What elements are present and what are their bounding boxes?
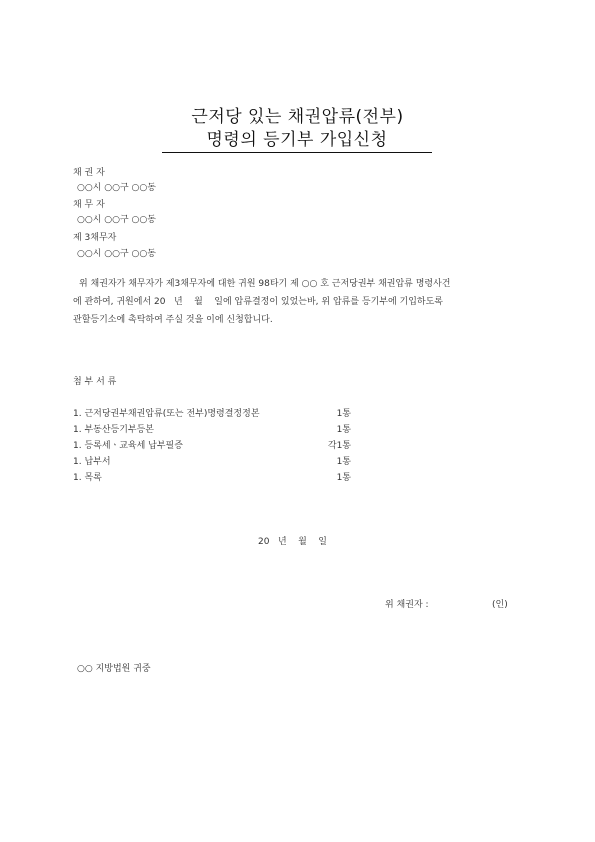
body-line-2: 에 관하여, 귀원에서 20 년 월 일에 압류결정이 있었는바, 위 압류를 등기부에 기입하도록: [73, 297, 443, 307]
attachment-name: 1. 근저당권부채권압류(또는 전부)명령결정정본: [73, 409, 260, 419]
attachment-item: [73, 425, 353, 436]
attachment-item: [73, 457, 353, 468]
attachment-qty: 1통: [336, 409, 351, 419]
court-addressee: ○○ 지방법원 귀중: [77, 664, 151, 674]
applicant-label: 위 채권자 :: [385, 600, 429, 610]
attachment-name: 1. 납부서: [73, 457, 111, 467]
body-line-3: 관할등기소에 촉탁하여 주실 것을 이에 신청합니다.: [73, 315, 273, 325]
attachment-qty: 1통: [336, 473, 351, 483]
attachment-item: [73, 409, 353, 420]
party-creditor-role: 채 권 자: [73, 168, 105, 178]
attachments-heading: 첨 부 서 류: [73, 377, 117, 387]
attachment-name: 1. 목록: [73, 473, 102, 483]
attachment-item: [73, 441, 353, 452]
seal-mark: (인): [492, 600, 508, 610]
party-debtor-role: 채 무 자: [73, 200, 105, 210]
party-creditor-address: ○○시 ○○구 ○○동: [77, 183, 156, 193]
title-line-1: 근저당 있는 채권압류(전부): [191, 107, 404, 127]
attachment-item: [73, 473, 353, 484]
party-third-debtor-role: 제 3채무자: [73, 233, 117, 243]
attachment-name: 1. 등록세ㆍ교육세 납부필증: [73, 441, 183, 451]
attachment-qty: 각1통: [327, 441, 351, 451]
title-underline: [162, 130, 432, 153]
attachment-qty: 1통: [336, 425, 351, 435]
party-debtor-address: ○○시 ○○구 ○○동: [77, 215, 156, 225]
body-line-1: 위 채권자가 채무자가 제3채무자에 대한 귀원 98타기 제 ○○ 호 근저당권부 채권압류 명령사건: [79, 279, 451, 289]
party-third-debtor-address: ○○시 ○○구 ○○동: [77, 249, 156, 259]
title-line-2: 명령의 등기부 가입신청: [206, 130, 388, 150]
attachment-qty: 1통: [336, 457, 351, 467]
date-line: 20 년 월 일: [258, 537, 328, 547]
attachment-name: 1. 부동산등기부등본: [73, 425, 155, 435]
